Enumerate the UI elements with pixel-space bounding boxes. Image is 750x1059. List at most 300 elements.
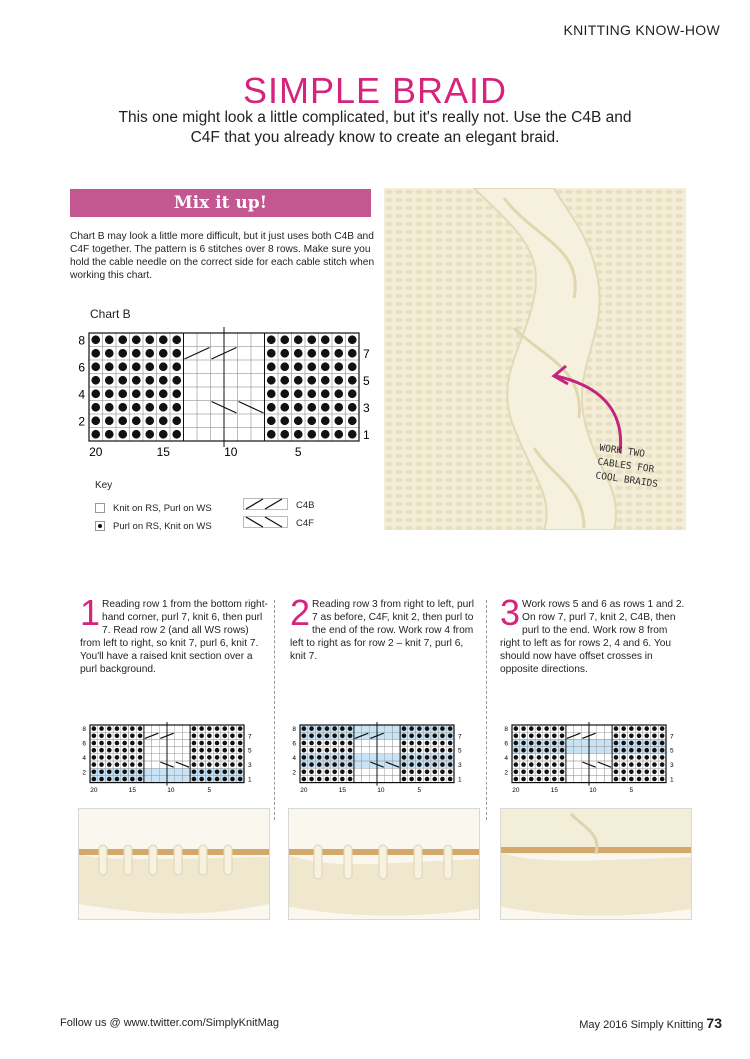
purl-dot <box>145 389 154 398</box>
purl-dot <box>637 748 642 753</box>
purl-dot <box>122 733 127 738</box>
purl-dot <box>652 769 657 774</box>
purl-dot <box>544 748 549 753</box>
purl-dot <box>145 376 154 385</box>
purl-dot <box>544 726 549 731</box>
purl-dot <box>644 733 649 738</box>
purl-dot <box>652 741 657 746</box>
chart-cell <box>167 725 175 732</box>
purl-dot <box>425 733 430 738</box>
purl-dot <box>325 762 330 767</box>
chart-cell <box>597 775 605 782</box>
purl-dot <box>138 748 143 753</box>
purl-dot <box>425 741 430 746</box>
purl-dot <box>118 416 127 425</box>
purl-dot <box>215 748 220 753</box>
purl-dot <box>107 769 112 774</box>
purl-dot <box>402 755 407 760</box>
chart-cell <box>362 775 370 782</box>
purl-dot <box>132 430 141 439</box>
purl-dot <box>432 762 437 767</box>
purl-dot <box>267 335 276 344</box>
purl-dot <box>321 416 330 425</box>
purl-dot <box>105 389 114 398</box>
chart-col-label: 10 <box>167 787 175 794</box>
purl-dot <box>348 733 353 738</box>
purl-dot <box>307 403 316 412</box>
purl-dot <box>230 733 235 738</box>
purl-dot <box>132 416 141 425</box>
purl-dot <box>417 769 422 774</box>
chart-cell <box>182 725 190 732</box>
chart-cell <box>175 754 183 761</box>
purl-dot <box>92 762 97 767</box>
purl-dot <box>348 362 357 371</box>
chart-cell <box>211 414 225 428</box>
purl-dot <box>302 748 307 753</box>
chart-cell <box>211 360 225 374</box>
purl-dot <box>652 733 657 738</box>
purl-dot <box>529 777 534 782</box>
chart-b <box>70 325 380 460</box>
purl-dot <box>105 416 114 425</box>
purl-dot <box>92 755 97 760</box>
purl-dot <box>309 748 314 753</box>
purl-dot <box>138 769 143 774</box>
purl-dot <box>537 748 542 753</box>
purl-dot <box>317 762 322 767</box>
purl-dot <box>537 733 542 738</box>
chart-cell <box>597 725 605 732</box>
purl-dot <box>614 769 619 774</box>
purl-dot <box>302 762 307 767</box>
purl-dot <box>238 762 243 767</box>
footer-issue <box>579 1015 722 1031</box>
purl-dot <box>529 733 534 738</box>
purl-dot <box>302 777 307 782</box>
purl-dot <box>521 769 526 774</box>
purl-dot <box>159 376 168 385</box>
chart-cell <box>574 761 582 768</box>
chart-col-label: 15 <box>156 445 170 459</box>
purl-dot <box>348 762 353 767</box>
purl-dot <box>560 733 565 738</box>
purl-dot <box>91 362 100 371</box>
purl-dot <box>172 349 181 358</box>
chart-row-label: 5 <box>458 747 462 755</box>
purl-dot <box>514 733 519 738</box>
chart-cell <box>224 333 238 347</box>
purl-dot <box>172 430 181 439</box>
chart-col-label: 15 <box>338 787 346 794</box>
purl-dot <box>91 389 100 398</box>
purl-dot <box>317 769 322 774</box>
purl-dot <box>91 335 100 344</box>
purl-dot <box>348 389 357 398</box>
purl-dot <box>521 741 526 746</box>
chart-cell <box>251 347 265 361</box>
purl-dot <box>334 335 343 344</box>
purl-dot <box>267 430 276 439</box>
purl-dot <box>560 748 565 753</box>
purl-dot <box>159 430 168 439</box>
purl-dot <box>238 777 243 782</box>
mix-it-up-text: Chart B may look a little more difficult, but it just uses both C4B and C4F together. The pattern is 6 stitches over 8 rows. Make sure you hold the cable needle on the correct side for each cable stitch when working this chart. <box>70 231 375 281</box>
step-1-text: Reading row 1 from the bottom right-hand corner, purl 7, knit 6, then purl 7. Read row 2 (and all WS rows) from left to right, so knit 7, purl 6, knit 7. You'll have a raised knit section over a purl background. <box>80 599 268 675</box>
step-3-chart <box>500 722 680 794</box>
purl-dot <box>560 755 565 760</box>
purl-dot <box>309 726 314 731</box>
purl-dot <box>192 741 197 746</box>
purl-dot <box>544 733 549 738</box>
purl-dot <box>537 741 542 746</box>
purl-dot <box>521 762 526 767</box>
purl-dot <box>321 335 330 344</box>
chart-row-label: 4 <box>78 387 85 402</box>
purl-dot <box>529 748 534 753</box>
chart-cell <box>566 775 574 782</box>
purl-dot <box>514 748 519 753</box>
purl-dot <box>325 777 330 782</box>
chart-cell <box>197 387 211 401</box>
purl-dot <box>199 755 204 760</box>
purl-dot <box>118 403 127 412</box>
purl-dot <box>91 376 100 385</box>
purl-dot <box>145 335 154 344</box>
purl-dot <box>92 748 97 753</box>
purl-dot <box>302 755 307 760</box>
purl-dot <box>280 349 289 358</box>
chart-cell <box>152 725 160 732</box>
purl-dot <box>348 741 353 746</box>
purl-dot <box>280 335 289 344</box>
chart-cell <box>566 768 574 775</box>
chart-cell <box>369 768 377 775</box>
purl-dot <box>332 769 337 774</box>
purl-dot <box>432 726 437 731</box>
chart-row-label: 3 <box>670 762 674 770</box>
purl-symbol-icon <box>95 521 105 531</box>
purl-dot <box>132 362 141 371</box>
purl-dot <box>192 762 197 767</box>
chart-cell <box>238 360 252 374</box>
purl-dot <box>307 349 316 358</box>
chart-cell <box>211 333 225 347</box>
purl-dot <box>614 726 619 731</box>
purl-dot <box>118 362 127 371</box>
purl-dot <box>238 748 243 753</box>
purl-dot <box>107 733 112 738</box>
chart-cell <box>251 414 265 428</box>
purl-dot <box>294 349 303 358</box>
purl-dot <box>222 741 227 746</box>
purl-dot <box>614 741 619 746</box>
chart-row-label: 1 <box>458 776 462 784</box>
purl-dot <box>614 748 619 753</box>
chart-cell <box>581 768 589 775</box>
purl-dot <box>537 755 542 760</box>
step-3-text: Work rows 5 and 6 as rows 1 and 2. On row 7, purl 7, knit 2, C4B, then purl to the end. Work row 8 from right to left as for rows 2, 4 and 6. You should now have offset crosses in opposite directions. <box>500 599 685 675</box>
purl-dot <box>145 349 154 358</box>
purl-dot <box>402 762 407 767</box>
purl-dot <box>552 769 557 774</box>
purl-dot <box>118 430 127 439</box>
purl-dot <box>99 748 104 753</box>
chart-cell <box>224 360 238 374</box>
chart-cell <box>182 747 190 754</box>
chart-row-label: 2 <box>82 769 86 777</box>
purl-dot <box>514 769 519 774</box>
chart-cell <box>566 761 574 768</box>
purl-dot <box>192 733 197 738</box>
purl-dot <box>325 726 330 731</box>
purl-dot <box>637 755 642 760</box>
chart-row-label: 4 <box>292 754 296 762</box>
purl-dot <box>321 403 330 412</box>
purl-dot <box>621 769 626 774</box>
purl-dot <box>107 726 112 731</box>
chart-cell <box>144 754 152 761</box>
key-c4f-label: C4F <box>296 518 314 529</box>
purl-dot <box>334 349 343 358</box>
purl-dot <box>215 726 220 731</box>
purl-dot <box>629 741 634 746</box>
purl-dot <box>409 741 414 746</box>
chart-row-label: 3 <box>363 400 370 415</box>
purl-dot <box>230 741 235 746</box>
purl-dot <box>280 389 289 398</box>
purl-dot <box>614 777 619 782</box>
purl-dot <box>432 777 437 782</box>
purl-dot <box>660 777 665 782</box>
purl-dot <box>215 762 220 767</box>
purl-dot <box>660 762 665 767</box>
purl-dot <box>267 376 276 385</box>
chart-cell <box>144 739 152 746</box>
c4f-symbol-icon <box>243 516 288 528</box>
purl-dot <box>629 777 634 782</box>
chart-cell <box>238 333 252 347</box>
chart-cell <box>197 374 211 388</box>
purl-dot <box>145 362 154 371</box>
chart-row-label: 5 <box>248 747 252 755</box>
purl-dot <box>105 376 114 385</box>
step-2 <box>290 592 480 663</box>
purl-dot <box>334 362 343 371</box>
purl-dot <box>317 741 322 746</box>
purl-dot <box>317 755 322 760</box>
purl-dot <box>107 777 112 782</box>
chart-cell <box>369 747 377 754</box>
purl-dot <box>118 335 127 344</box>
purl-dot <box>294 335 303 344</box>
chart-row-label: 5 <box>670 747 674 755</box>
chart-cell <box>197 333 211 347</box>
purl-dot <box>172 416 181 425</box>
chart-cell <box>574 768 582 775</box>
purl-dot <box>222 726 227 731</box>
chart-cell <box>211 374 225 388</box>
purl-dot <box>91 349 100 358</box>
purl-dot <box>402 726 407 731</box>
chart-cell <box>144 761 152 768</box>
purl-dot <box>230 762 235 767</box>
chart-b-title: Chart B <box>90 307 131 321</box>
purl-dot <box>417 726 422 731</box>
chart-cell <box>369 739 377 746</box>
purl-dot <box>115 777 120 782</box>
purl-dot <box>637 762 642 767</box>
purl-dot <box>652 755 657 760</box>
purl-dot <box>521 726 526 731</box>
purl-dot <box>199 777 204 782</box>
purl-dot <box>637 777 642 782</box>
purl-dot <box>432 769 437 774</box>
purl-dot <box>238 741 243 746</box>
purl-dot <box>222 769 227 774</box>
chart-cell <box>251 360 265 374</box>
mix-it-up-banner: Mix it up! <box>70 189 371 217</box>
purl-dot <box>115 726 120 731</box>
subtitle: This one might look a little complicated, but it's really not. Use the C4B and C4F that you already know to create an elegant braid. <box>118 109 632 146</box>
chart-row-label: 2 <box>504 769 508 777</box>
purl-dot <box>332 777 337 782</box>
chart-cell <box>581 775 589 782</box>
chart-row-label: 1 <box>670 776 674 784</box>
chart-cell <box>377 768 385 775</box>
purl-dot <box>321 362 330 371</box>
purl-dot <box>294 362 303 371</box>
purl-dot <box>448 755 453 760</box>
purl-dot <box>130 741 135 746</box>
purl-dot <box>107 755 112 760</box>
purl-dot <box>92 741 97 746</box>
chart-cell <box>354 768 362 775</box>
purl-dot <box>325 733 330 738</box>
purl-dot <box>417 755 422 760</box>
purl-dot <box>230 755 235 760</box>
purl-dot <box>514 755 519 760</box>
purl-dot <box>537 762 542 767</box>
purl-dot <box>130 762 135 767</box>
purl-dot <box>348 349 357 358</box>
purl-dot <box>521 748 526 753</box>
purl-dot <box>552 762 557 767</box>
chart-cell <box>167 747 175 754</box>
purl-dot <box>92 726 97 731</box>
key-knit <box>95 503 212 514</box>
purl-dot <box>425 755 430 760</box>
purl-dot <box>621 755 626 760</box>
purl-dot <box>637 726 642 731</box>
purl-dot <box>115 755 120 760</box>
knit-symbol-icon <box>95 503 105 513</box>
chart-cell <box>152 761 160 768</box>
purl-dot <box>122 769 127 774</box>
chart-row-label: 8 <box>78 333 85 348</box>
chart-cell <box>211 428 225 442</box>
chart-row-label: 7 <box>248 733 252 741</box>
chart-cell <box>197 428 211 442</box>
purl-dot <box>644 726 649 731</box>
purl-dot <box>199 762 204 767</box>
purl-dot <box>448 733 453 738</box>
purl-dot <box>340 748 345 753</box>
purl-dot <box>417 777 422 782</box>
purl-dot <box>307 362 316 371</box>
purl-dot <box>402 733 407 738</box>
purl-dot <box>621 748 626 753</box>
purl-dot <box>417 733 422 738</box>
purl-dot <box>280 430 289 439</box>
chart-cell <box>184 333 198 347</box>
purl-dot <box>307 376 316 385</box>
purl-dot <box>644 777 649 782</box>
chart-col-label: 20 <box>300 787 308 794</box>
purl-dot <box>440 748 445 753</box>
chart-cell <box>362 739 370 746</box>
purl-dot <box>294 430 303 439</box>
chart-cell <box>566 754 574 761</box>
step-divider <box>486 600 488 820</box>
chart-row-label: 1 <box>248 776 252 784</box>
chart-col-label: 5 <box>417 787 422 794</box>
chart-cell <box>182 732 190 739</box>
chart-cell <box>224 414 238 428</box>
chart-cell <box>589 754 597 761</box>
purl-dot <box>552 748 557 753</box>
purl-dot <box>92 733 97 738</box>
purl-dot <box>115 741 120 746</box>
purl-dot <box>560 762 565 767</box>
chart-cell <box>385 739 393 746</box>
purl-dot <box>448 741 453 746</box>
purl-dot <box>238 755 243 760</box>
purl-dot <box>332 741 337 746</box>
chart-cell <box>581 725 589 732</box>
purl-dot <box>215 769 220 774</box>
chart-cell <box>175 732 183 739</box>
chart-cell <box>159 725 167 732</box>
chart-cell <box>238 414 252 428</box>
chart-row-label: 6 <box>504 740 508 748</box>
purl-dot <box>552 733 557 738</box>
purl-dot <box>207 748 212 753</box>
purl-dot <box>614 762 619 767</box>
purl-dot <box>348 376 357 385</box>
purl-dot <box>91 403 100 412</box>
purl-dot <box>614 755 619 760</box>
chart-row-label: 6 <box>292 740 296 748</box>
purl-dot <box>514 726 519 731</box>
photo-caption: WORK TWO CABLES FOR COOL BRAIDS <box>594 442 659 491</box>
chart-cell <box>362 747 370 754</box>
purl-dot <box>238 733 243 738</box>
footer-issue-text: May 2016 Simply Knitting <box>579 1019 704 1031</box>
chart-row-label: 8 <box>82 726 86 734</box>
purl-dot <box>432 755 437 760</box>
purl-dot <box>637 733 642 738</box>
purl-dot <box>348 430 357 439</box>
purl-dot <box>529 769 534 774</box>
purl-dot <box>91 416 100 425</box>
purl-dot <box>159 362 168 371</box>
purl-dot <box>652 762 657 767</box>
purl-dot <box>302 741 307 746</box>
purl-dot <box>145 403 154 412</box>
step-1-photo <box>78 808 270 920</box>
purl-dot <box>99 733 104 738</box>
